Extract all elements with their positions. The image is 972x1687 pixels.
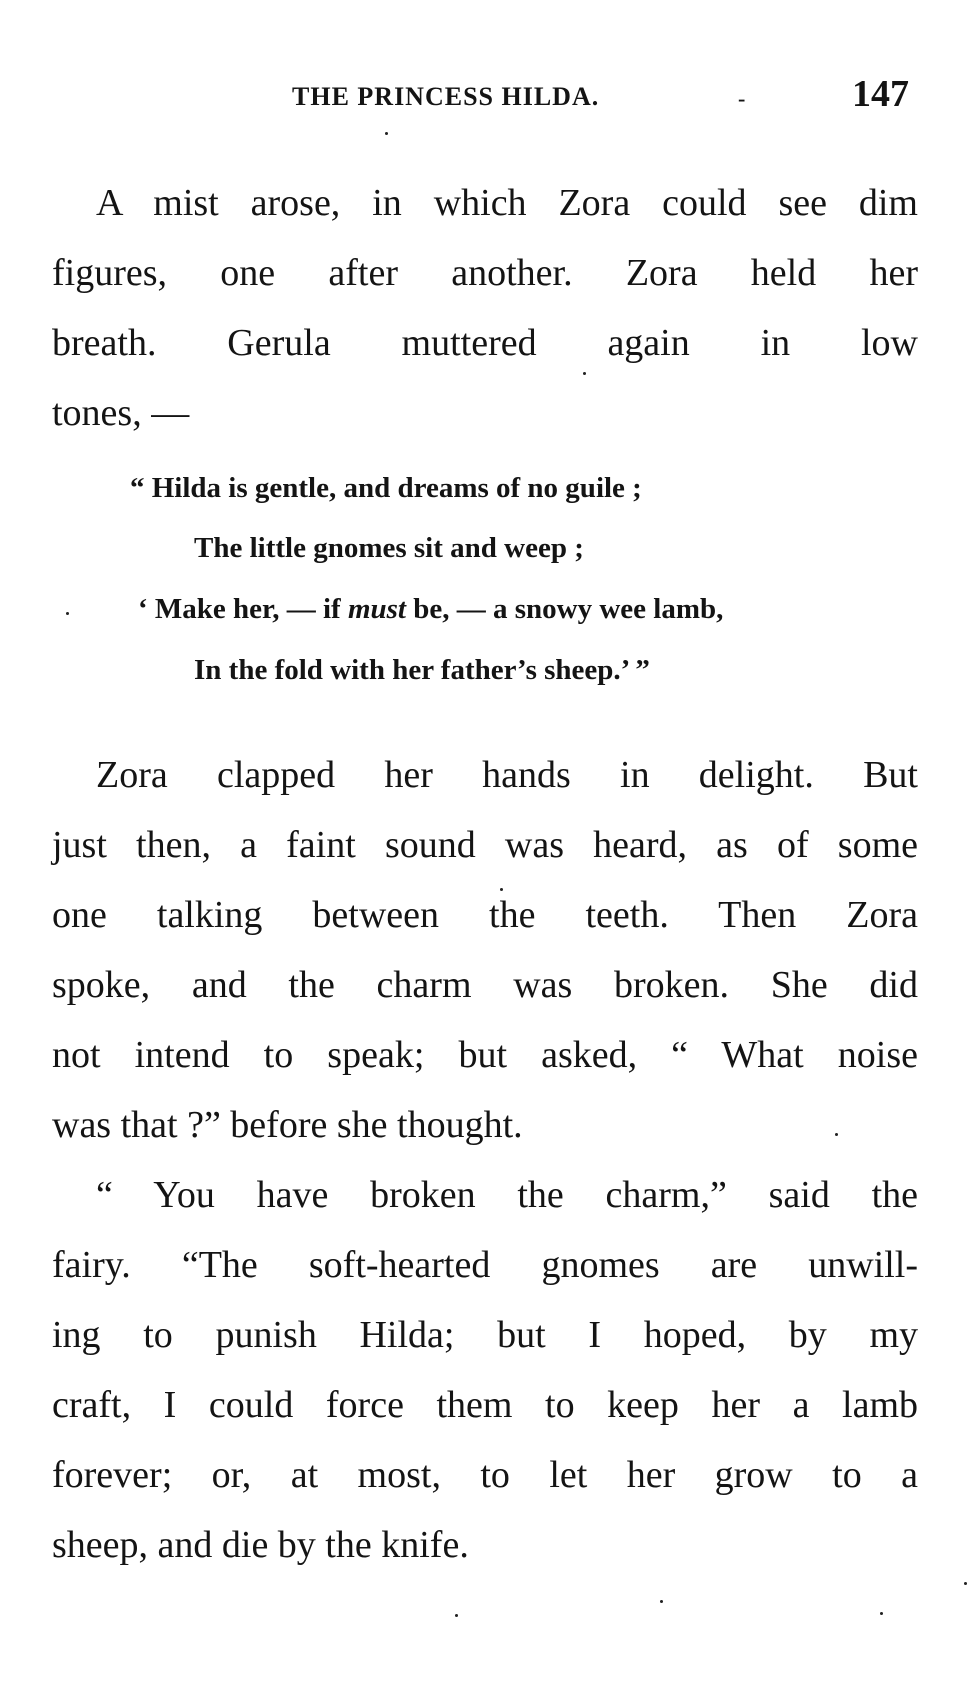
text-line: ing to punish Hilda; but I hoped, by my	[52, 1314, 918, 1356]
scan-speck	[500, 888, 503, 891]
text-line: figures, one after another. Zora held her	[52, 252, 918, 294]
text-line: just then, a faint sound was heard, as of some	[52, 824, 918, 866]
scan-speck	[964, 1582, 967, 1585]
verse-line: The little gnomes sit and weep ;	[194, 532, 584, 564]
text-line: sheep, and die by the knife.	[52, 1524, 469, 1566]
scan-speck	[455, 1614, 458, 1617]
paragraph-broken-charm	[52, 1160, 918, 1580]
page-number: 147	[852, 73, 909, 115]
text-line: breath. Gerula muttered again in low	[52, 322, 918, 364]
verse-line: “ Hilda is gentle, and dreams of no guile ;	[130, 472, 642, 504]
scan-speck	[835, 1133, 838, 1136]
verse-text: ‘ Make her, — if	[138, 593, 348, 625]
verse-text: be, — a snowy wee lamb,	[405, 593, 724, 625]
paragraph-mist-arose	[52, 168, 918, 448]
text-line: forever; or, at most, to let her grow to a	[52, 1454, 918, 1496]
text-line: A mist arose, in which Zora could see dim	[96, 182, 918, 224]
scan-speck	[583, 372, 586, 375]
running-title: THE PRINCESS HILDA.	[292, 82, 600, 111]
verse-line	[138, 593, 723, 626]
running-head	[0, 72, 972, 122]
text-line: fairy. “The soft-hearted gnomes are unwill-	[52, 1244, 918, 1286]
text-line: was that ?” before she thought.	[52, 1104, 523, 1146]
printer-mark: -	[738, 86, 746, 111]
text-line: Zora clapped her hands in delight. But	[96, 754, 918, 796]
verse-emphasis: must	[347, 593, 406, 625]
scan-speck	[66, 612, 69, 615]
verse-line: In the fold with her father’s sheep.’ ”	[194, 654, 650, 686]
text-line: “ You have broken the charm,” said the	[96, 1174, 918, 1216]
paragraph-zora-clapped	[52, 740, 918, 1160]
scan-speck	[660, 1600, 663, 1603]
text-line: spoke, and the charm was broken. She did	[52, 964, 918, 1006]
scan-speck	[880, 1612, 883, 1615]
text-line: craft, I could force them to keep her a lamb	[52, 1384, 918, 1426]
scan-speck	[385, 132, 388, 135]
text-line: not intend to speak; but asked, “ What noise	[52, 1034, 918, 1076]
text-line: tones, —	[52, 392, 190, 434]
text-line: one talking between the teeth. Then Zora	[52, 894, 918, 936]
